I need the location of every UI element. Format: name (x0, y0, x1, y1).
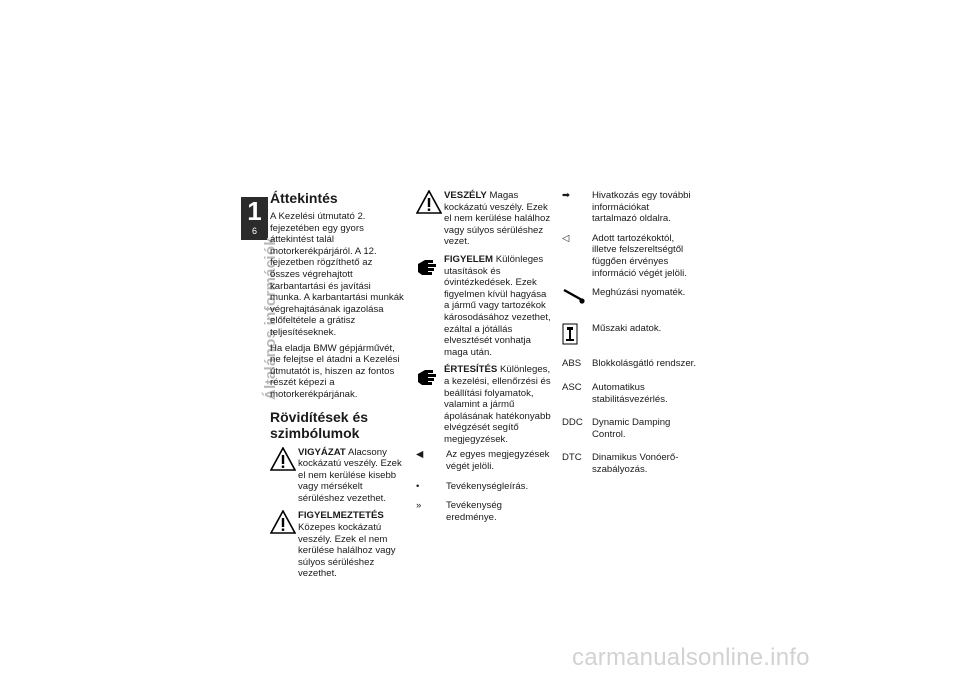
notice-title: VESZÉLY (444, 190, 487, 201)
tech-text: Műszaki adatok. (592, 322, 662, 334)
list-text: Hivatkozás egy további információkat tartalmazó oldalra. (592, 190, 691, 225)
abbreviation-text: Automatikus stabilitásvezérlés. (592, 381, 668, 405)
list-item (562, 233, 696, 279)
notice-text: Közepes kockázatú veszély. Ezek el nem kerülése halálhoz vagy súlyos sérüléshez vezethet. (298, 522, 396, 580)
list-marker: ◀ (416, 449, 424, 461)
abbreviation: DDC (562, 417, 583, 429)
torque-text: Meghúzási nyomaték. (592, 287, 686, 299)
notice-ertesites (416, 364, 552, 445)
watermark: carmanualsonline.info (572, 644, 810, 671)
abbreviation-row (562, 417, 696, 440)
heading-overview: Áttekintés (270, 190, 338, 206)
list-marker: ➡ (562, 190, 571, 201)
notice-figyelem (416, 254, 552, 358)
column-3 (562, 190, 696, 488)
list-text: Adott tartozékoktól, illetve felszereltségtől függően érvényes információ végét jelöli. (592, 232, 687, 279)
column-2 (416, 190, 552, 531)
notice-text: Alacsony kockázatú veszély. Ezek el nem kerülése kisebb vagy mérsékelt sérüléshez vezethet. (298, 446, 402, 504)
warning-triangle-icon (416, 190, 442, 214)
abbreviation-row (562, 358, 696, 370)
list-text: Tevékenységleírás. (446, 480, 529, 492)
notice-vigyazat (270, 447, 404, 505)
list-item (562, 190, 696, 225)
list-text: Tevékenység eredménye. (446, 500, 502, 523)
notice-title: VIGYÁZAT (298, 446, 346, 458)
list-text: Az egyes megjegyzések végét jelöli. (446, 449, 550, 473)
list-marker: ◁ (562, 232, 570, 244)
abbreviation: DTC (562, 452, 582, 464)
abbreviation: ASC (562, 381, 582, 393)
warning-triangle-icon (270, 510, 296, 534)
notice-text: Magas kockázatú veszély. Ezek el nem kerülése halálhoz vagy súlyos sérüléshez vezet. (444, 190, 551, 248)
page-number: 6 (251, 226, 257, 236)
notice-title: FIGYELMEZTETÉS (298, 510, 384, 522)
symbol-torque (562, 287, 696, 309)
hand-pointer-icon (416, 364, 442, 388)
abbreviation: ABS (562, 358, 582, 370)
abbreviation-row (562, 452, 696, 475)
notice-veszely (416, 190, 552, 248)
notice-text: Különleges utasítások és óvintézkedések. Ezek figyelmen kívül hagyása a jármű vagy tartozékok károsodásához vezethet, ezáltal a jótállás elvesztését vonhatja maga után. (444, 253, 551, 358)
chapter-tab (241, 197, 268, 240)
list-marker: » (416, 500, 422, 512)
notice-title: FIGYELEM (444, 253, 494, 265)
abbreviation-row (562, 382, 696, 405)
notice-figyelmeztetes (270, 510, 404, 580)
notice-text: Különleges, a kezelési, ellenőrzési és beállítási folyamatok, valamint a jármű ápolásának hatékonyabb elvégzését segítő megjegyzések. (444, 364, 551, 445)
abbreviation-text: Blokkolásgátló rendszer. (592, 358, 696, 370)
column-1 (270, 190, 404, 584)
torque-wrench-icon (562, 287, 586, 305)
abbreviation-text: Dinamikus Vonóerő-szabályozás. (592, 452, 679, 475)
chapter-number: 1 (247, 196, 262, 226)
symbol-tech-data (562, 323, 696, 349)
chapter-title: Általános információk (262, 236, 279, 400)
notice-title: ÉRTESÍTÉS (444, 364, 498, 376)
overview-paragraph-1: A Kezelési útmutató 2. fejezetében egy gyors áttekintést talál motorkerékpárjáról. A 12. fejezetben rögzíthető az összes végrehajtott karbantartási és javítási munka. A karbantartási munkák végrehajtásának igazolása előfeltétele a grátisz teljesítéseknek. (270, 211, 404, 338)
list-marker: • (416, 480, 420, 492)
abbreviation-text: Dynamic Damping Control. (592, 417, 671, 440)
overview-paragraph-2: Ha eladja BMW gépjárművét, ne felejtse el átadni a Kezelési útmutatót is, hiszen az fontos részét képezi a motorkerékpárjának. (270, 342, 400, 400)
hand-pointer-icon (416, 254, 442, 278)
tech-data-icon (562, 323, 578, 345)
list-item (416, 449, 552, 472)
list-item (416, 500, 552, 523)
list-item (416, 481, 552, 493)
heading-abbreviations: Rövidítések és szimbólumok (270, 408, 369, 441)
warning-triangle-icon (270, 447, 296, 471)
